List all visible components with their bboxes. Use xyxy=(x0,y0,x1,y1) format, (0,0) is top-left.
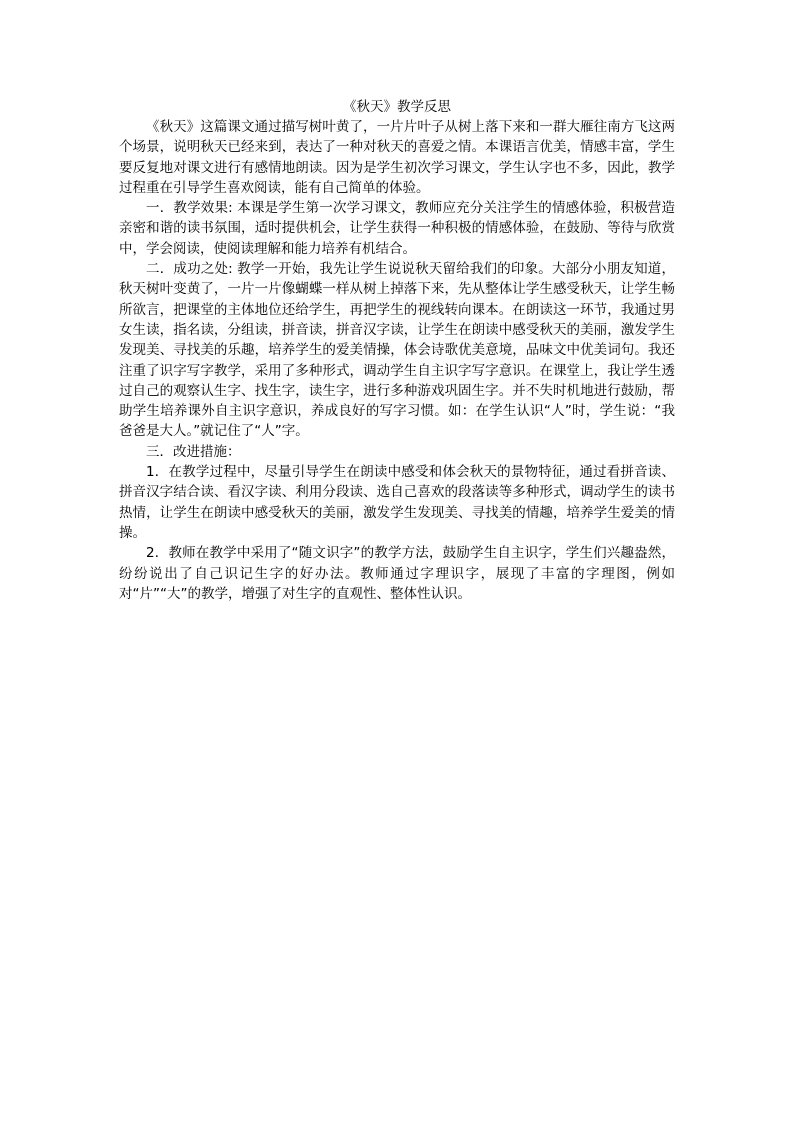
paragraph-improvement-2: 2．教师在教学中采用了“随文识字”的教学方法，鼓励学生自主识字，学生们兴趣盎然，纷纷说出了自己识记生字的好办法。教师通过字理识字，展现了丰富的字理图，例如对“片”“大”的教学，增强了对生字的直观性、整体性认识。 xyxy=(119,545,675,602)
paragraph-improvement-1: 1．在教学过程中，尽量引导学生在朗读中感受和体会秋天的景物特征，通过看拼音读、拼音汉字结合读、看汉字读、利用分段读、选自己喜欢的段落读等多种形式，调动学生的读书热情，让学生在朗读中感受秋天的美丽，激发学生发现美、寻找美的情趣，培养学生爱美的情操。 xyxy=(119,464,675,541)
paragraph-intro: 《秋天》这篇课文通过描写树叶黄了，一片片叶子从树上落下来和一群大雁往南方飞这两个场景，说明秋天已经来到，表达了一种对秋天的喜爱之情。本课语言优美，情感丰富，学生要反复地对课文进行有感情地朗读。因为是学生初次学习课文，学生认字也不多，因此，教学过程重在引导学生喜欢阅读，能有自己简单的体验。 xyxy=(119,119,675,196)
paragraph-improvement-heading: 三．改进措施： xyxy=(146,443,241,460)
document-page xyxy=(119,97,675,604)
document-title: 《秋天》教学反思 xyxy=(343,99,451,115)
paragraph-success: 二．成功之处: 教学一开始，我先让学生说说秋天留给我们的印象。大部分小朋友知道，秋天树叶变黄了，一片一片像蝴蝶一样从树上掉落下来，先从整体让学生感受秋天，让学生畅所欲言，把课堂的主体地位还给学生，再把学生的视线转向课本。在朗读这一环节，我通过男女生读，指名读，分组读，拼音读，拼音汉字读，让学生在朗读中感受秋天的美丽，激发学生发现美、寻找美的乐趣，培养学生的爱美情操，体会诗歌优美意境，品味文中优美词句。我还注重了识字写字教学，采用了多种形式，调动学生自主识字写字意识。在课堂上，我让学生透过自己的观察认生字、找生字，读生字，进行多种游戏巩固生字。并不失时机地进行鼓励，帮助学生培养课外自主识字意识，养成良好的写字习惯。如：在学生认识“人”时，学生说：“我爸爸是大人。”就记住了“人”字。 xyxy=(119,261,675,440)
paragraph-teaching-effect: 一．教学效果: 本课是学生第一次学习课文，教师应充分关注学生的情感体验，积极营造亲密和谐的读书氛围，适时提供机会，让学生获得一种积极的情感体验，在鼓励、等待与欣赏中，学会阅读，使阅读理解和能力培养有机结合。 xyxy=(119,200,675,257)
